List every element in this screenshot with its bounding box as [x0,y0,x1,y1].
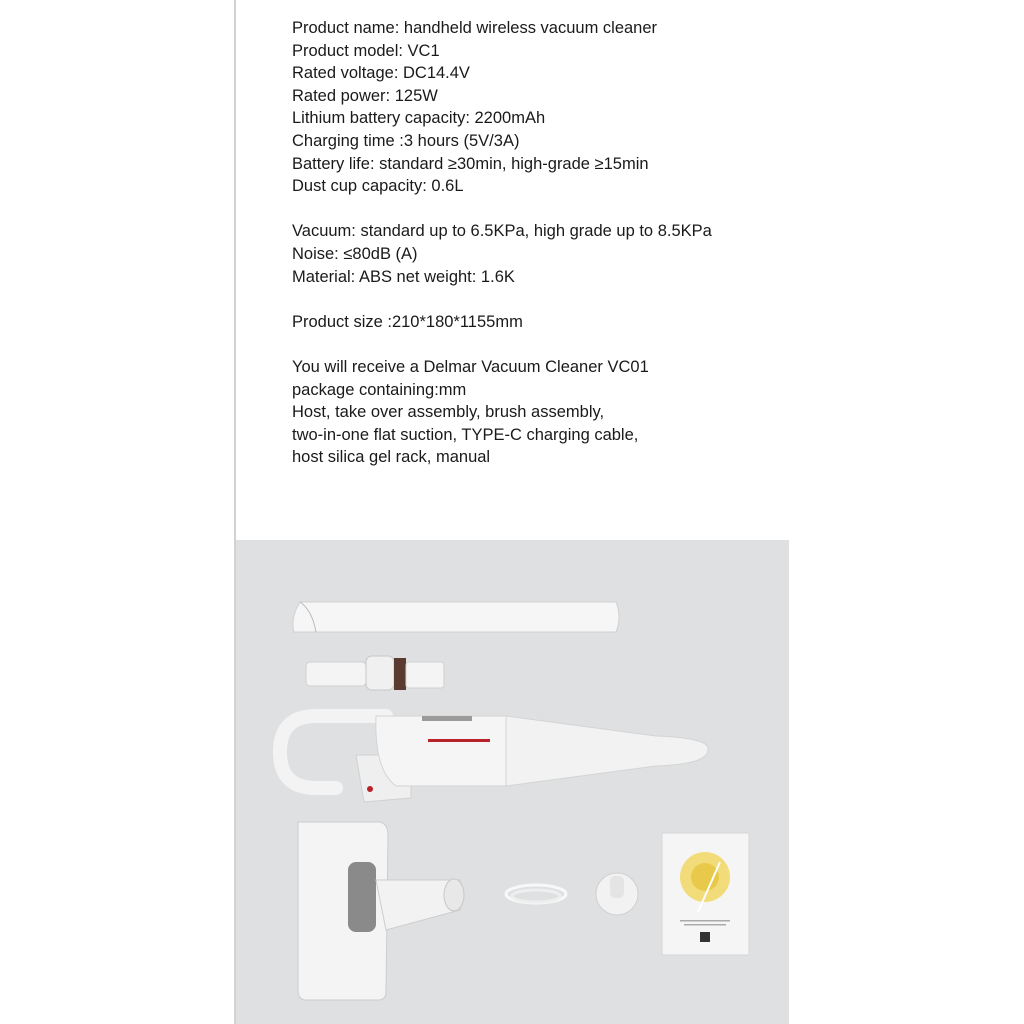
package-line: two-in-one flat suction, TYPE-C charging cable, [292,425,639,444]
spec-line: Noise: ≤80dB (A) [292,244,418,263]
spec-line: Material: ABS net weight: 1.6K [292,267,515,286]
package-line: Host, take over assembly, brush assembly, [292,403,605,422]
product-specs [292,17,712,469]
package-line: host silica gel rack, manual [292,448,491,467]
package-line: You will receive a Delmar Vacuum Cleaner VC01 [292,357,649,376]
spec-line: Product model: VC1 [292,41,440,60]
spec-line: Charging time :3 hours (5V/3A) [292,131,520,150]
crevice-tool [293,602,619,632]
floor-brush-head [298,822,464,1000]
product-photo [236,540,789,1024]
spec-line: Product size :210*180*1155mm [292,312,523,331]
spec-line: Product name: handheld wireless vacuum cleaner [292,19,658,37]
charging-cable [506,885,566,903]
manual [662,833,749,955]
spec-line: Vacuum: standard up to 6.5KPa, high grade up to 8.5KPa [292,222,712,241]
spec-line: Rated power: 125W [292,86,438,105]
spec-line: Lithium battery capacity: 2200mAh [292,109,546,128]
handheld-vacuum [280,716,708,802]
spec-line: Rated voltage: DC14.4V [292,64,470,83]
silica-gel-rack [596,873,638,915]
package-line: package containing:mm [292,380,467,399]
spec-line: Battery life: standard ≥30min, high-grade ≥15min [292,154,649,173]
brush-attachment [306,656,444,690]
spec-line: Dust cup capacity: 0.6L [292,177,464,196]
